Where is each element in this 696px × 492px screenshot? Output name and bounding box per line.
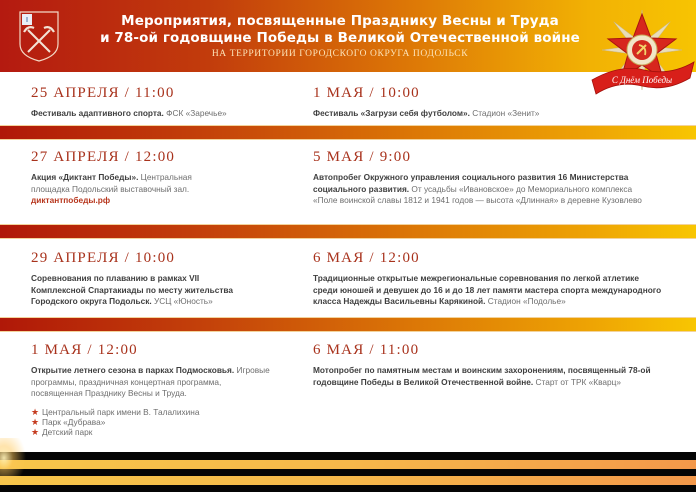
event-title: Мотопробег по памятным местам и воинским захоронениям, посвященный 78-ой годовщине Победы в Великой Отечественной войне.	[313, 365, 651, 387]
event-description	[313, 172, 643, 207]
event-description	[31, 108, 301, 120]
title-line-2: и 78-ой годовщине Победы в Великой Отечественной войне	[100, 30, 580, 46]
event-details: Игровые программы, праздничная концертная программа, посвященная Празднику Весны и Труда.	[31, 365, 270, 398]
title-line-1: Мероприятия, посвященные Празднику Весны и Труда	[121, 13, 559, 29]
event-title: Традиционные открытые межрегиональные соревнования по легкой атлетике среди юношей и девушек до 16 и до 18 лет памяти мастера спорта международного класса Надежды Васильевны Карякиной.	[313, 273, 662, 306]
event-card	[313, 84, 603, 120]
park-name: Центральный парк имени В. Талалихина	[42, 406, 200, 417]
event-details: УСЦ «Юность»	[151, 296, 213, 306]
event-card	[31, 84, 301, 120]
park-list-item	[31, 417, 271, 427]
star-icon: ★	[31, 406, 40, 417]
star-icon: ★	[31, 416, 40, 427]
event-card	[31, 341, 271, 437]
event-details: ФСК «Заречье»	[163, 108, 227, 118]
event-details: Центральная площадка Подольский выставочный зал.	[31, 172, 192, 194]
order-ribbon-text: С Днём Победы	[611, 75, 673, 85]
event-description	[31, 365, 271, 400]
park-list-item	[31, 407, 271, 417]
page-subtitle: НА ТЕРРИТОРИИ ГОРОДСКОГО ОКРУГА ПОДОЛЬСК	[211, 49, 469, 59]
event-description	[313, 365, 663, 388]
event-details: От усадьбы «Ивановское» до Мемориального комплекса «Поле воинской славы 1812 и 1941 годов — высота «Длинная» в деревне Кузовлево	[313, 183, 642, 205]
ribbon-stripe	[0, 460, 696, 469]
light-flare-decoration	[0, 438, 30, 492]
event-date: 1 МАЯ / 12:00	[31, 342, 138, 358]
event-card	[31, 249, 241, 308]
event-date: 6 МАЯ / 11:00	[313, 342, 420, 358]
event-date: 5 МАЯ / 9:00	[313, 149, 412, 165]
event-description	[31, 273, 241, 308]
dictation-website-link[interactable]: диктантпобеды.рф	[31, 195, 111, 205]
event-card	[313, 148, 643, 207]
section-divider	[0, 318, 696, 331]
event-details: Стадион «Зенит»	[469, 108, 540, 118]
section-divider	[0, 225, 696, 238]
victory-day-order-icon	[590, 6, 696, 100]
section-divider	[0, 126, 696, 139]
event-date: 29 АПРЕЛЯ / 10:00	[31, 250, 176, 266]
event-details: Стадион «Подолье»	[485, 296, 566, 306]
event-title: Фестиваль адаптивного спорта.	[31, 108, 164, 118]
ribbon-stripe	[0, 476, 696, 485]
st-george-ribbon	[0, 452, 696, 492]
event-title: Соревнования по плаванию в рамках VII Комплексной Спартакиады по месту жительства Городского округа Подольск.	[31, 273, 234, 306]
event-details: Старт от ТРК «Кварц»	[533, 376, 622, 387]
page-title	[90, 13, 590, 47]
event-date: 27 АПРЕЛЯ / 12:00	[31, 149, 176, 165]
event-title: Открытие летнего сезона в парках Подмосковья.	[31, 365, 235, 375]
event-date: 1 МАЯ / 10:00	[313, 85, 420, 101]
park-list	[31, 407, 271, 437]
park-name: Детский парк	[42, 426, 93, 437]
event-date: 6 МАЯ / 12:00	[313, 250, 420, 266]
park-list-item	[31, 427, 271, 437]
event-description	[31, 172, 231, 207]
event-title: Фестиваль «Загрузи себя футболом».	[313, 108, 470, 118]
star-icon: ★	[31, 426, 40, 437]
event-card	[31, 148, 231, 207]
event-title: Акция «Диктант Победы».	[31, 172, 139, 182]
park-name: Парк «Дубрава»	[42, 416, 106, 427]
event-date: 25 АПРЕЛЯ / 11:00	[31, 85, 175, 101]
event-card	[313, 249, 663, 308]
event-description	[313, 273, 663, 308]
event-card	[313, 341, 663, 388]
city-coat-of-arms-icon	[18, 10, 60, 63]
event-description	[313, 108, 603, 120]
event-title: Автопробег Окружного управления социального развития 16 Министерства социального развития.	[313, 172, 629, 194]
